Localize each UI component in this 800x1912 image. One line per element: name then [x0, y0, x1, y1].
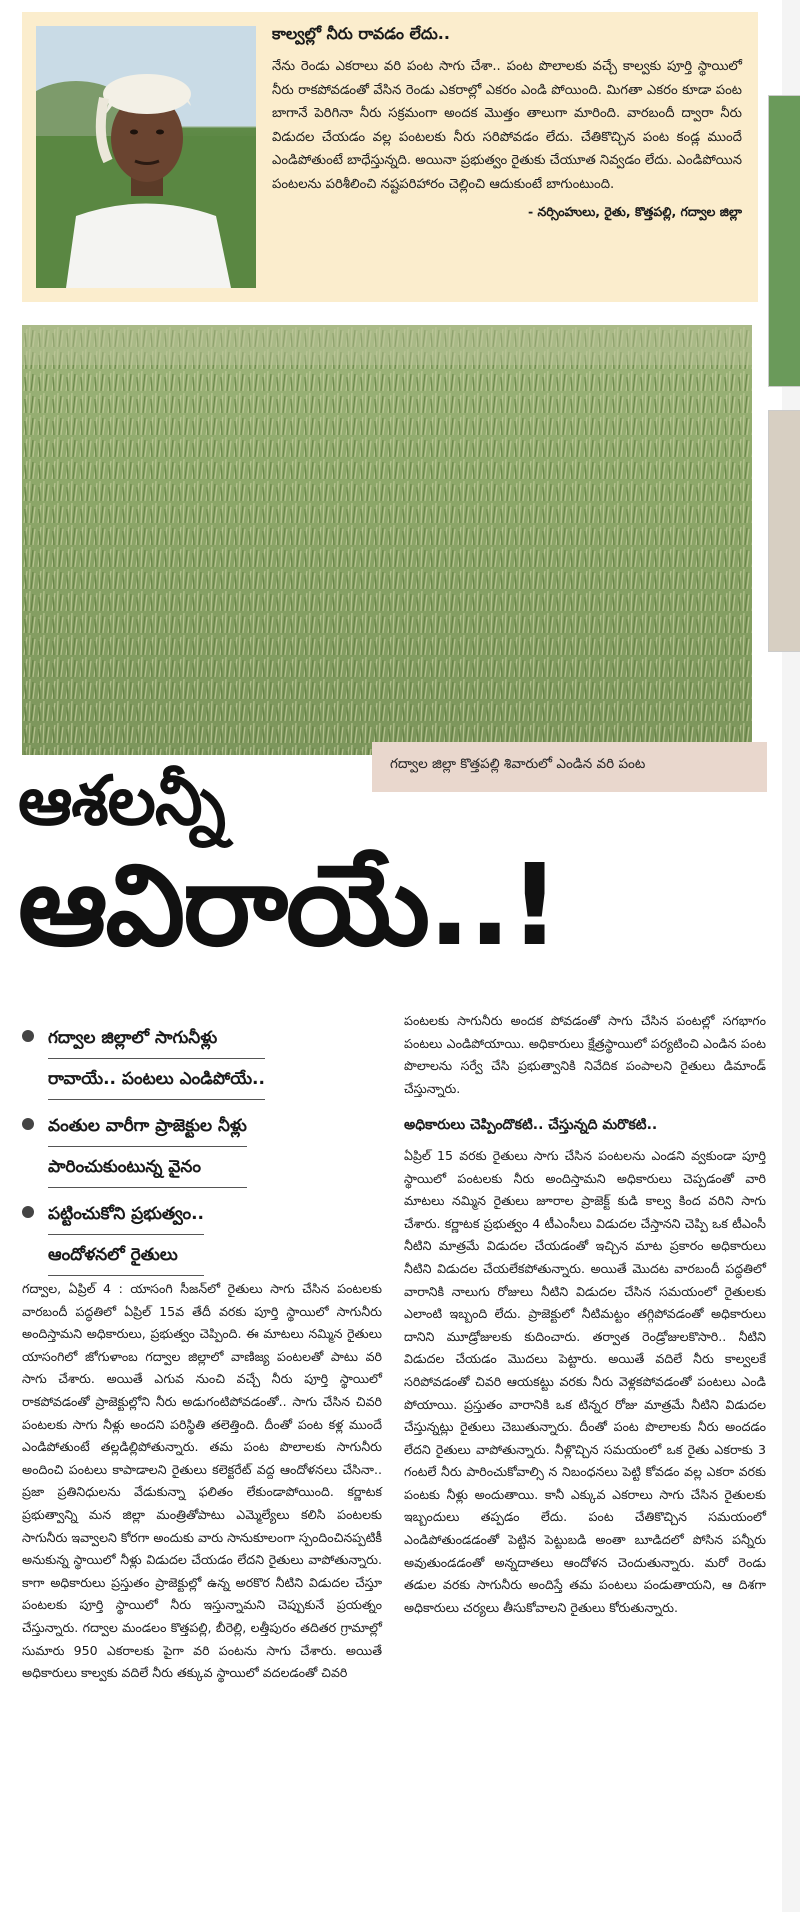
photo-caption: గద్వాల జిల్లా కొత్తపల్లి శివారులో ఎండిన వరి పంట [390, 756, 646, 772]
bullet-item [18, 1194, 398, 1276]
bullet-dot-icon [22, 1030, 34, 1042]
highlight-bullets [18, 1018, 398, 1282]
adjacent-photo-edge [768, 410, 800, 652]
bullet-text: పారించుకుంటున్న వైనం [48, 1147, 247, 1188]
farmer-portrait-illustration [36, 26, 256, 288]
adjacent-photo-edge [768, 95, 800, 387]
bullet-text: రావాయే.. పంటలు ఎండిపోయే.. [48, 1059, 265, 1100]
photo-caption-box [372, 742, 767, 792]
bullet-text: ఆందోళనలో రైతులు [48, 1235, 204, 1276]
bullet-dot-icon [22, 1118, 34, 1130]
left-column-paragraph: గద్వాల, ఏప్రిల్ 4 : యాసంగి సీజన్‌లో రైతులు సాగు చేసిన పంటలకు వారబందీ పద్ధతిలో ఏప్రిల్ 15వ తేదీ వరకు పూర్తి స్థాయిలో సాగునీరు అందిస్తామని అధికారులు, ప్రభుత్వం చెప్పింది. ఈ మాటలు నమ్మిన రైతులు యాసంగిలో జోగుళాంబ గద్వాల జిల్లాలో వాణిజ్య పంటలతో పాటు వరి సాగు చేశారు. అయితే ఎగువ నుంచి వచ్చే నీరు పూర్తి స్థాయిలో రాకపోవడంతో ప్రాజెక్టుల్లోని నీరు అడుగంటిపోవడంతో.. సాగు చేసిన చివరి పంటలకు సాగు నీళ్లు అందని పరిస్థితి తలెత్తింది. దీంతో పంట కళ్ల ముందే ఎండిపోతుంటే తల్లడిల్లిపోతున్నారు. తమ పంట పొలాలకు సాగునీరు అందించి పంటలు కాపాడాలని రైతులు కలెక్టరేట్ వద్ద ఆందోళనలు చేసినా.. ప్రజా ప్రతినిధులను వేడుకున్నా ఫలితం లేకుండాపోయింది. కర్ణాటక ప్రభుత్వాన్ని మన జిల్లా మంత్రితోపాటు ఎమ్మెల్యేలు కలిసి పంటలకు సాగునీరు ఇవ్వాలని కోరగా అందుకు వారు సానుకూలంగా స్పందించినప్పటికీ అనుకున్న స్థాయిలో నీళ్లు విడుదల చేయడం లేదని రైతులు వాపోతున్నారు. కాగా అధికారులు ప్రస్తుతం ప్రాజెక్టుల్లో ఉన్న అరకొర నీటిని విడుదల చేస్తూ పంటలకు పూర్తి స్థాయిలో నీరు ఇస్తున్నామని చెప్పుకునే ప్రయత్నం చేస్తున్నారు. గద్వాల మండలం కొత్తపల్లి, బీరెల్లి, లత్తీపురం తదితర గ్రామాల్లో సుమారు 950 ఎకరాలకు పైగా వరి పంటను సాగు చేశారు. అయితే అధికారులు కాల్వకు వదిలే నీరు తక్కువ స్థాయిలో వదలడంతో చివరి [22, 1281, 382, 1681]
dried-paddy-field-photo [22, 325, 752, 755]
article-left-column [22, 1278, 382, 1685]
dried-paddy-field-illustration [22, 325, 752, 755]
quote-body: నేను రెండు ఎకరాలు వరి పంట సాగు చేశా.. పంట పొలాలకు వచ్చే కాల్వకు పూర్తి స్థాయిలో నీరు రాకపోవడంతో వేసిన రెండు ఎకరాల్లో ఎకరం ఎండి పోయింది. మిగతా ఎకరం కూడా పంట బాగానే పెరిగినా నీరు సక్రమంగా అందక మొత్తం తాలుగా మారింది. వారబందీ ద్వారా నీరు విడుదల చేయడం వల్ల పంటలకు నీరు సరిపోవడం లేదు. చేతికొచ్చిన పంట కండ్ల ముందే ఎండిపోతుంటే బాధేస్తున్నది. అయినా ప్రభుత్వం రైతుకు చేయూత నివ్వడం లేదు. ఎండిపోయిన పంటలను పరిశీలించి నష్టపరిహారం చెల్లించి ఆదుకుంటే బాగుంటుంది. [272, 59, 742, 192]
article-right-column [404, 1010, 766, 1619]
bullet-text: వంతుల వారీగా ప్రాజెక్టుల నీళ్లు [48, 1106, 247, 1147]
bullet-item [18, 1018, 398, 1100]
right-column-paragraph-1: పంటలకు సాగునీరు అందక పోవడంతో సాగు చేసిన పంటల్లో సగభాగం పంటలు ఎండిపోయాయి. అధికారులు క్షేత్రస్థాయిలో పర్యటించి ఎండిన పంట పొలాలను సర్వే చేసి ప్రభుత్వానికి నివేదిక పంపాలని రైతులు డిమాండ్ చేస్తున్నారు. [404, 1013, 766, 1096]
bullet-dot-icon [22, 1206, 34, 1218]
headline-line-2: ఆవిరాయే..! [18, 841, 559, 971]
bullet-item [18, 1106, 398, 1188]
quote-heading: కాల్వల్లో నీరు రావడం లేదు.. [272, 24, 450, 43]
bullet-text: గద్వాల జిల్లాలో సాగునీళ్లు [48, 1018, 265, 1059]
bullet-text: పట్టించుకోని ప్రభుత్వం.. [48, 1194, 204, 1235]
quote-text-block [272, 24, 742, 223]
article-subheading: అధికారులు చెప్పిందొకటి.. చేస్తున్నది మరొకటి.. [404, 1117, 658, 1134]
farmer-portrait-image [36, 26, 256, 288]
headline-line-1: ఆశలన్నీ [18, 762, 225, 841]
farmer-quote-box [22, 12, 758, 302]
quote-attribution: - నర్సింహులు, రైతు, కొత్తపల్లి, గద్వాల జిల్లా [527, 204, 742, 219]
right-column-paragraph-2: ఏప్రిల్ 15 వరకు రైతులు సాగు చేసిన పంటలను ఎండని వ్వకుండా పూర్తి స్థాయిలో పంటలకు నీరు అందిస్తామని అధికారులు చెప్పడంతో వారి మాటలు నమ్మిన రైతులు జూరాల ప్రాజెక్ట్ కుడి కాల్వ కింద వరిని సాగు చేశారు. కర్ణాటక ప్రభుత్వం 4 టీఎంసీలు విడుదల చేస్తానని చెప్పి ఒక టీఎంసీ నీటిని మాత్రమే విడుదల చేయడంతో ఇచ్చిన మాట ప్రకారం అధికారులు నీటిని విడుదల చేయలేకపోతున్నారు. అయితే మొదట వారబందీ పద్ధతిలో వారానికి నాలుగు రోజులు నీటిని విడుదల చేసిన సమయంలో రైతులకు ఎలాంటి ఇబ్బంది లేదు. ప్రాజెక్టులో నీటిమట్టం తగ్గిపోవడంతో అధికారులు దానిని మూడ్రోజులకు కుదించారు. తర్వాత రెండ్రోజులకొసారి.. నీటిని విడుదల చేయడం మొదలు పెట్టారు. అయితే వదిలే నీరు కాల్వలకే సరిపోవడంతో చివరి ఆయకట్టు వరకు నీరు వెళ్లకపోవడంతో పంటలు ఎండి పోయాయి. ప్రస్తుతం వారానికి ఒక టిన్నర రోజు మాత్రమే నీటిని విడుదల చేస్తున్నట్లు రైతులు చెబుతున్నారు. దీంతో పంట పొలాలకు నీరు అందడం లేదని రైతులు వాపోతున్నారు. నీళ్లొచ్చిన సమయంలో ఒక రైతు ఎకరాకు 3 గంటలే నీరు పారించుకోవాల్సి న నిబంధనలు పెట్టి కోవడం వల్ల ఎకరా వరకు పంటకు నీళ్లు అందుతాయి. కానీ ఎక్కువ ఎకరాలు సాగు చేసిన రైతులకు ఇబ్బందులు తప్పడం లేదు. పంట చేతికొచ్చిన సమయంలో ఎండిపోతుండడంతో పెట్టిన పెట్టుబడి అంతా బూడిదలో పోసిన పన్నీరు అవుతుండడంతో అన్నదాతలు ఆందోళన చెందుతున్నారు. మరో రెండు తడుల వరకు సాగునీరు అందిస్తే తమ పంటలు పండుతాయని, ఆ దిశగా అధికారులు చర్యలు తీసుకోవాలని రైతులు కోరుతున్నారు. [404, 1147, 766, 1615]
